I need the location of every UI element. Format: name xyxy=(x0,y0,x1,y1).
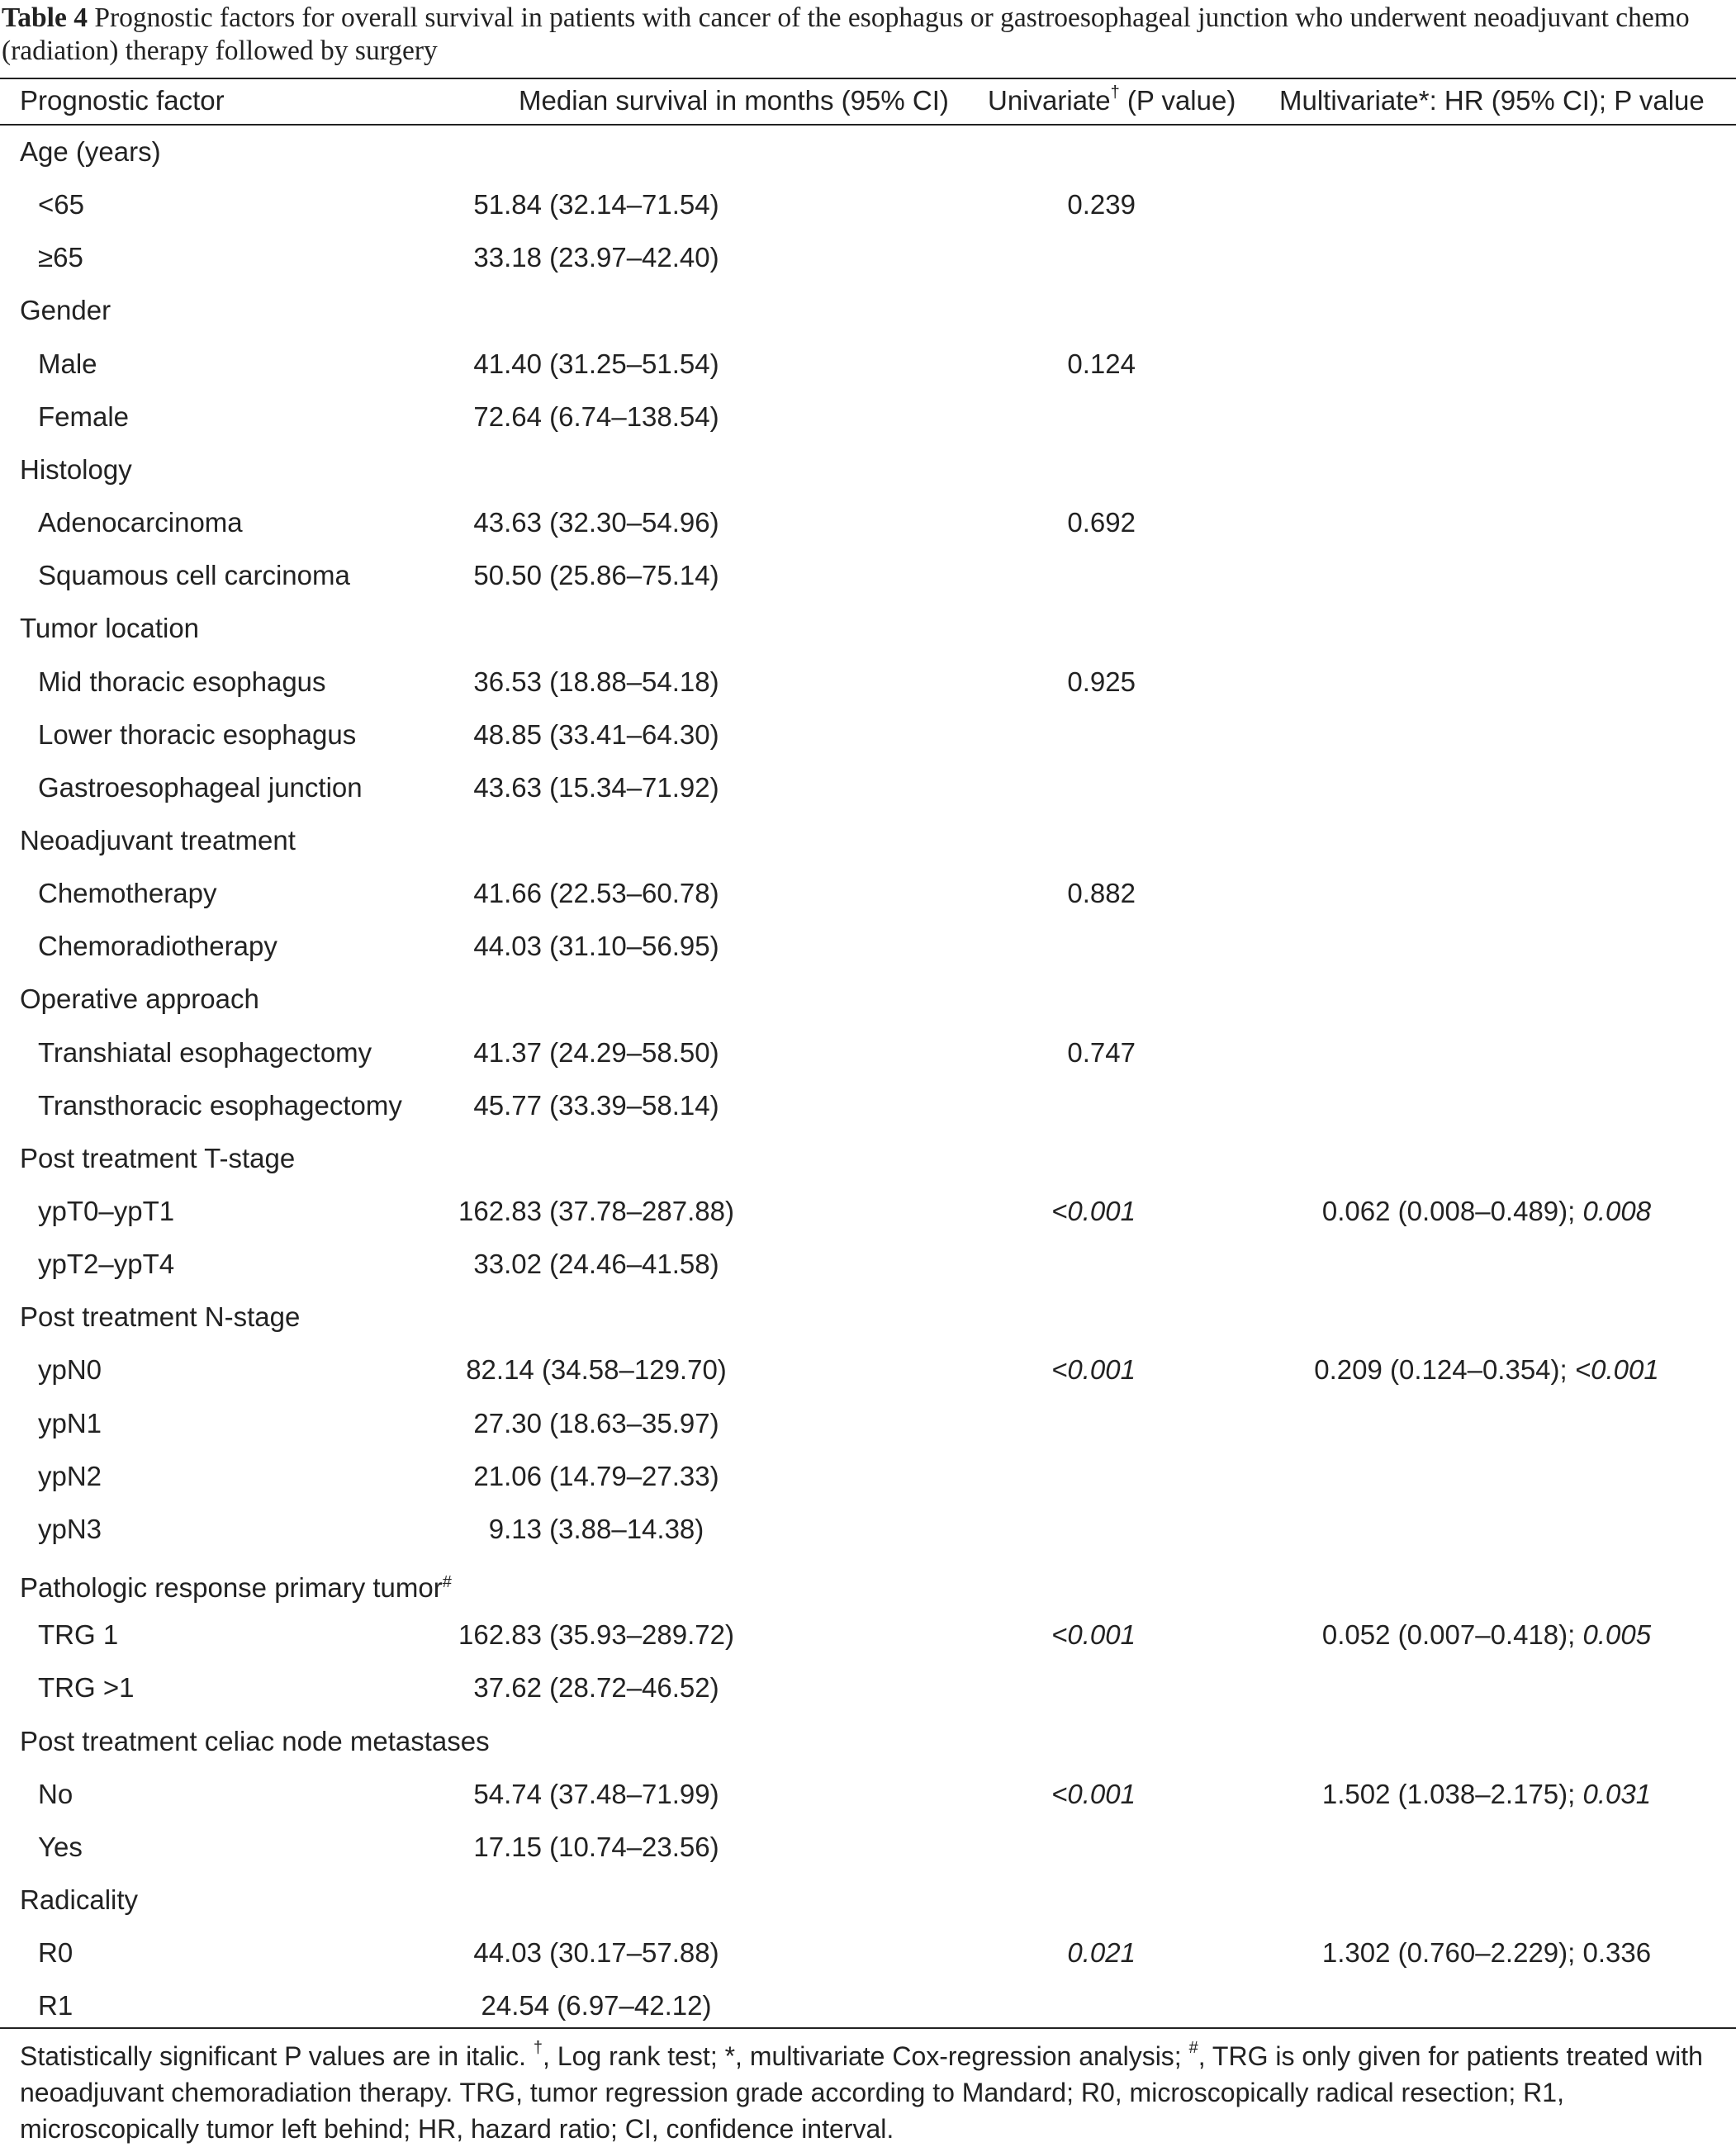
cell-factor: Female xyxy=(38,400,130,432)
cell-univariate-p: 0.021 xyxy=(1067,1937,1136,1969)
cell-median-survival: 45.77 (33.39–58.14) xyxy=(473,1089,719,1121)
cell-univariate-p: 0.124 xyxy=(1067,348,1136,379)
table-group-row xyxy=(0,1556,1736,1609)
cell-group-label: Post treatment N-stage xyxy=(20,1301,301,1333)
caption-text: Prognostic factors for overall survival in patients with cancer of the esophagus or gastroesophageal junction who underwent neoadjuvant chemo (radiation) therapy followed by surgery xyxy=(2,2,1690,66)
table-group-row xyxy=(0,973,1736,1026)
cell-median-survival: 41.40 (31.25–51.54) xyxy=(473,348,719,379)
table-row xyxy=(0,761,1736,814)
cell-factor: Transthoracic esophagectomy xyxy=(38,1089,402,1121)
cell-group-label: Radicality xyxy=(20,1884,139,1915)
table-group-row xyxy=(0,1132,1736,1185)
table-row xyxy=(0,549,1736,602)
cell-factor: Adenocarcinoma xyxy=(38,507,243,538)
table-group-row xyxy=(0,126,1736,178)
cell-group-label: Gender xyxy=(20,295,111,326)
cell-multivariate: 0.062 (0.008–0.489); 0.008 xyxy=(1321,1196,1652,1226)
cell-factor: TRG >1 xyxy=(38,1672,135,1704)
cell-median-survival: 24.54 (6.97–42.12) xyxy=(481,1990,712,2021)
cell-factor: ≥65 xyxy=(38,242,83,273)
cell-group-label: Age (years) xyxy=(20,136,161,167)
cell-factor: <65 xyxy=(38,189,84,220)
table-group-row xyxy=(0,443,1736,496)
cell-multivariate: 0.052 (0.007–0.418); 0.005 xyxy=(1321,1619,1652,1651)
table-row xyxy=(0,709,1736,761)
cell-median-survival: 17.15 (10.74–23.56) xyxy=(473,1831,719,1862)
cell-factor: Mid thoracic esophagus xyxy=(38,666,326,697)
table-row xyxy=(0,1344,1736,1396)
table-row xyxy=(0,1503,1736,1556)
cell-median-survival: 48.85 (33.41–64.30) xyxy=(473,718,719,750)
table-row xyxy=(0,1821,1736,1874)
cell-factor: R0 xyxy=(38,1937,74,1969)
table-row xyxy=(0,338,1736,391)
table-row xyxy=(0,920,1736,973)
table-group-row xyxy=(0,1715,1736,1768)
cell-multivariate: 1.502 (1.038–2.175); 0.031 xyxy=(1321,1778,1652,1809)
cell-median-survival: 50.50 (25.86–75.14) xyxy=(473,560,719,591)
table-row xyxy=(0,1609,1736,1661)
cell-median-survival: 82.14 (34.58–129.70) xyxy=(466,1354,727,1386)
cell-group-label: Pathologic response primary tumor# xyxy=(20,1572,452,1604)
cell-univariate-p: 0.747 xyxy=(1067,1036,1136,1068)
cell-univariate-p: 0.692 xyxy=(1067,507,1136,538)
cell-median-survival: 43.63 (32.30–54.96) xyxy=(473,507,719,538)
cell-median-survival: 44.03 (31.10–56.95) xyxy=(473,931,719,962)
cell-factor: ypT0–ypT1 xyxy=(38,1196,175,1226)
table-group-row xyxy=(0,602,1736,655)
cell-median-survival: 9.13 (3.88–14.38) xyxy=(488,1513,704,1544)
table-row xyxy=(0,391,1736,443)
table-row xyxy=(0,656,1736,709)
cell-factor: Chemotherapy xyxy=(38,878,217,909)
table-group-row xyxy=(0,284,1736,337)
header-prognostic-factor: Prognostic factor xyxy=(20,85,225,116)
cell-factor: Male xyxy=(38,348,97,379)
table-group-row xyxy=(0,814,1736,867)
bottom-rule xyxy=(0,2027,1736,2029)
cell-factor: ypN0 xyxy=(38,1354,102,1386)
cell-median-survival: 72.64 (6.74–138.54) xyxy=(473,400,719,432)
table-label: Table 4 xyxy=(2,2,88,33)
table-row xyxy=(0,1450,1736,1503)
table-row xyxy=(0,1026,1736,1079)
cell-factor: Yes xyxy=(38,1831,83,1862)
cell-median-survival: 51.84 (32.14–71.54) xyxy=(473,189,719,220)
cell-group-label: Post treatment celiac node metastases xyxy=(20,1725,490,1756)
cell-factor: Lower thoracic esophagus xyxy=(38,718,357,750)
cell-group-label: Tumor location xyxy=(20,613,200,644)
table-group-row xyxy=(0,1874,1736,1927)
header-multivariate: Multivariate*: HR (95% CI); P value xyxy=(1279,85,1705,116)
cell-median-survival: 54.74 (37.48–71.99) xyxy=(473,1778,719,1809)
cell-factor: ypN2 xyxy=(38,1460,102,1491)
table-row xyxy=(0,1979,1736,2032)
cell-group-label: Post treatment T-stage xyxy=(20,1142,296,1173)
table-row xyxy=(0,1185,1736,1238)
cell-median-survival: 33.02 (24.46–41.58) xyxy=(473,1249,719,1280)
cell-multivariate: 0.209 (0.124–0.354); <0.001 xyxy=(1314,1354,1659,1386)
top-rule xyxy=(0,78,1736,79)
cell-factor: Chemoradiotherapy xyxy=(38,931,277,962)
cell-median-survival: 162.83 (35.93–289.72) xyxy=(458,1619,734,1651)
cell-univariate-p: 0.925 xyxy=(1067,666,1136,697)
table-row xyxy=(0,496,1736,549)
cell-factor: ypN3 xyxy=(38,1513,102,1544)
cell-median-survival: 41.66 (22.53–60.78) xyxy=(473,878,719,909)
cell-median-survival: 43.63 (15.34–71.92) xyxy=(473,771,719,803)
cell-median-survival: 27.30 (18.63–35.97) xyxy=(473,1407,719,1438)
cell-univariate-p: 0.882 xyxy=(1067,878,1136,909)
table-row xyxy=(0,867,1736,920)
cell-median-survival: 162.83 (37.78–287.88) xyxy=(458,1196,734,1226)
cell-factor: TRG 1 xyxy=(38,1619,119,1651)
table-footnote: Statistically significant P values are in italic. †, Log rank test; *, multivariate Cox-regression analysis; #, TRG is only given for patients treated with neoadjuvant chemoradiation therapy. TRG, tumor regression grade according to Mandard; R0, microscopically radical resection; R1, microscopically tumor left behind; HR, hazard ratio; CI, confidence interval. xyxy=(20,2039,1703,2144)
cell-factor: ypN1 xyxy=(38,1407,102,1438)
table-row xyxy=(0,178,1736,231)
cell-univariate-p: <0.001 xyxy=(1051,1778,1136,1809)
header-univariate: Univariate† (P value) xyxy=(988,83,1236,116)
cell-univariate-p: <0.001 xyxy=(1051,1619,1136,1651)
table-row xyxy=(0,231,1736,284)
cell-factor: ypT2–ypT4 xyxy=(38,1249,175,1280)
cell-median-survival: 36.53 (18.88–54.18) xyxy=(473,666,719,697)
table-row xyxy=(0,1661,1736,1714)
cell-factor: Squamous cell carcinoma xyxy=(38,560,350,591)
cell-factor: Transhiatal esophagectomy xyxy=(38,1036,372,1068)
cell-median-survival: 21.06 (14.79–27.33) xyxy=(473,1460,719,1491)
table-caption xyxy=(2,2,1733,68)
cell-multivariate: 1.302 (0.760–2.229); 0.336 xyxy=(1321,1937,1652,1969)
cell-factor: R1 xyxy=(38,1990,74,2021)
table-row xyxy=(0,1079,1736,1132)
cell-median-survival: 33.18 (23.97–42.40) xyxy=(473,242,719,273)
table-row xyxy=(0,1768,1736,1821)
cell-group-label: Histology xyxy=(20,453,132,485)
cell-factor: No xyxy=(38,1778,74,1809)
cell-median-survival: 44.03 (30.17–57.88) xyxy=(473,1937,719,1969)
cell-median-survival: 37.62 (28.72–46.52) xyxy=(473,1672,719,1704)
table-row xyxy=(0,1927,1736,1979)
table-group-row xyxy=(0,1291,1736,1344)
cell-group-label: Neoadjuvant treatment xyxy=(20,824,296,855)
cell-univariate-p: <0.001 xyxy=(1051,1196,1136,1226)
cell-factor: Gastroesophageal junction xyxy=(38,771,363,803)
cell-univariate-p: <0.001 xyxy=(1051,1354,1136,1386)
header-median-survival: Median survival in months (95% CI) xyxy=(519,85,949,116)
table-row xyxy=(0,1238,1736,1291)
cell-univariate-p: 0.239 xyxy=(1067,189,1136,220)
table-row xyxy=(0,1397,1736,1450)
cell-median-survival: 41.37 (24.29–58.50) xyxy=(473,1036,719,1068)
cell-group-label: Operative approach xyxy=(20,983,259,1015)
